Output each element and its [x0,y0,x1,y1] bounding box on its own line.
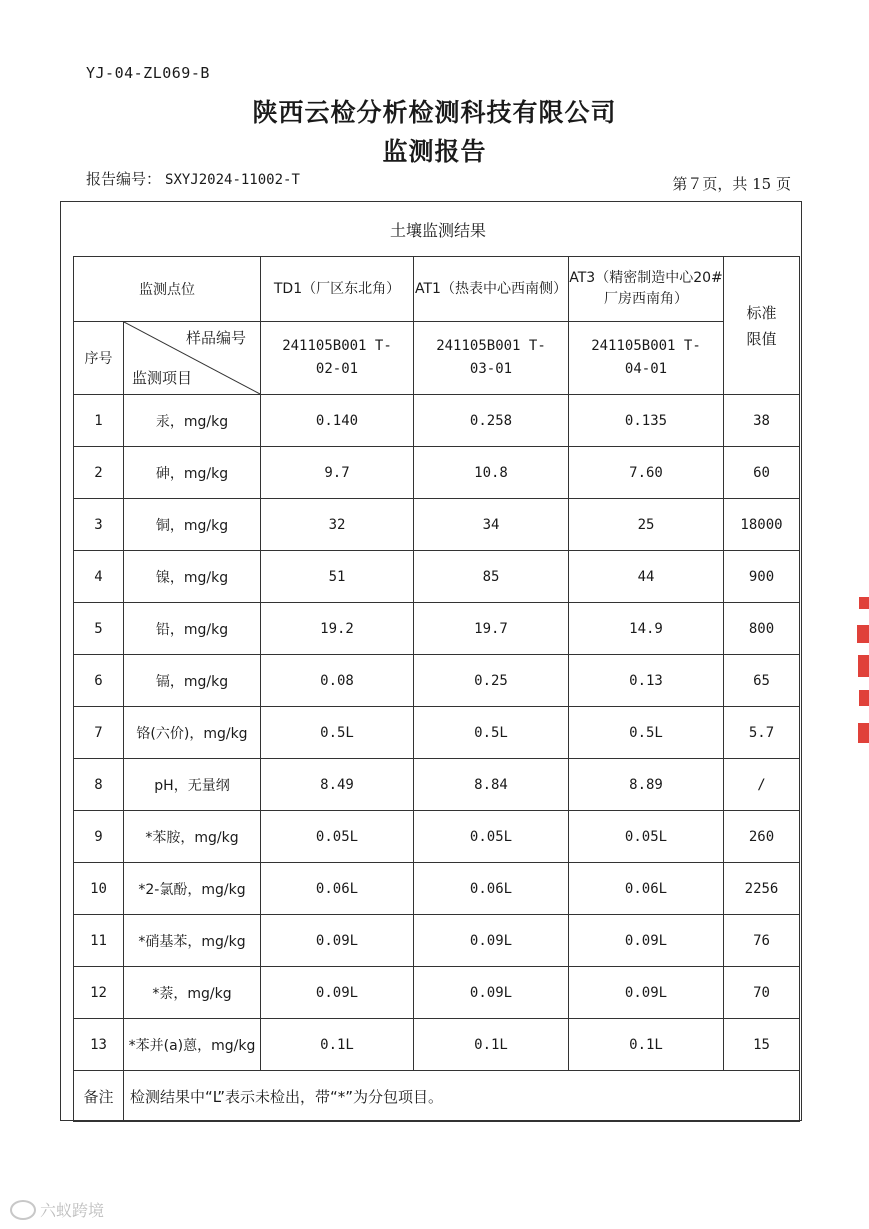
sample-code-text: 241105B001 T-03-01 [436,338,546,377]
row-value-site2: 0.09L [414,915,569,967]
row-item: 砷，mg/kg [124,447,261,499]
diagonal-header-cell [124,322,261,395]
row-value-site2: 8.84 [414,759,569,811]
row-value-site3: 0.13 [569,655,724,707]
row-seq: 9 [74,811,124,863]
table-row [74,759,800,811]
table-row [74,499,800,551]
row-value-site3: 25 [569,499,724,551]
report-number-value: SXYJ2024-11002-T [165,172,300,188]
row-value-site3: 0.135 [569,395,724,447]
row-item: 铬(六价)，mg/kg [124,707,261,759]
row-standard: 5.7 [724,707,800,759]
row-item: 镍，mg/kg [124,551,261,603]
row-value-site2: 34 [414,499,569,551]
row-value-site1: 0.5L [261,707,414,759]
row-value-site1: 0.09L [261,967,414,1019]
remark-text: 检测结果中“L”表示未检出，带“*”为分包项目。 [124,1071,800,1122]
row-seq: 7 [74,707,124,759]
row-value-site1: 0.09L [261,915,414,967]
row-seq: 6 [74,655,124,707]
row-value-site3: 44 [569,551,724,603]
remark-row [74,1071,800,1122]
row-seq: 5 [74,603,124,655]
row-standard: 15 [724,1019,800,1071]
row-item: *苯并(a)蒽，mg/kg [124,1019,261,1071]
sample-code [569,322,724,395]
row-standard: 2256 [724,863,800,915]
row-item: *苯胺，mg/kg [124,811,261,863]
table-row [74,551,800,603]
report-number-label: 报告编号： [86,170,162,188]
row-item: pH，无量纲 [124,759,261,811]
page-indicator: 第７页，共 15 页 [672,175,791,193]
row-value-site1: 0.05L [261,811,414,863]
row-standard: 65 [724,655,800,707]
row-value-site2: 0.1L [414,1019,569,1071]
sample-code-text: 241105B001 T-02-01 [282,338,392,377]
row-seq: 3 [74,499,124,551]
row-item: *2-氯酚，mg/kg [124,863,261,915]
row-value-site1: 0.08 [261,655,414,707]
row-value-site3: 8.89 [569,759,724,811]
soil-results-table [73,256,800,1122]
standard-header [724,257,800,395]
table-row [74,447,800,499]
row-standard: 60 [724,447,800,499]
row-value-site2: 0.5L [414,707,569,759]
table-row [74,863,800,915]
sample-code [261,322,414,395]
standard-header-label: 标准限值 [746,303,777,348]
row-value-site3: 7.60 [569,447,724,499]
sample-no-header: 样品编号 [185,329,246,347]
document-code: YJ-04-ZL069-B [86,64,210,82]
data-rows [74,395,800,1071]
row-value-site1: 0.06L [261,863,414,915]
site-header: 监测点位 [74,257,261,322]
watermark-text: 六蚁跨境 [40,1201,105,1220]
sample-code-text: 241105B001 T-04-01 [591,338,701,377]
row-value-site3: 0.09L [569,967,724,1019]
report-title: 监测报告 [382,137,487,166]
row-standard: 800 [724,603,800,655]
table-row [74,395,800,447]
row-standard: 76 [724,915,800,967]
row-standard: 900 [724,551,800,603]
table-row [74,1019,800,1071]
row-seq: 11 [74,915,124,967]
watermark-logo-icon [10,1200,36,1220]
row-value-site1: 32 [261,499,414,551]
row-value-site2: 0.09L [414,967,569,1019]
row-value-site3: 0.09L [569,915,724,967]
row-seq: 2 [74,447,124,499]
row-value-site1: 8.49 [261,759,414,811]
table-row [74,915,800,967]
row-seq: 12 [74,967,124,1019]
watermark [10,1198,104,1221]
row-value-site1: 19.2 [261,603,414,655]
site-name: AT3（精密制造中心20#厂房西南角） [569,257,724,322]
row-item: *萘，mg/kg [124,967,261,1019]
row-seq: 4 [74,551,124,603]
row-standard: / [724,759,800,811]
row-value-site2: 0.05L [414,811,569,863]
row-value-site2: 0.258 [414,395,569,447]
table-title: 土壤监测结果 [389,220,486,240]
header-row-sites [74,257,800,322]
row-value-site1: 9.7 [261,447,414,499]
row-value-site3: 0.1L [569,1019,724,1071]
row-value-site3: 0.05L [569,811,724,863]
table-row [74,811,800,863]
row-seq: 1 [74,395,124,447]
table-row [74,707,800,759]
row-standard: 18000 [724,499,800,551]
row-item: 汞，mg/kg [124,395,261,447]
site-name: TD1（厂区东北角） [261,257,414,322]
row-value-site1: 0.140 [261,395,414,447]
row-value-site3: 0.06L [569,863,724,915]
row-value-site2: 85 [414,551,569,603]
row-item: *硝基苯，mg/kg [124,915,261,967]
row-seq: 10 [74,863,124,915]
seal-fragment-icon [855,595,869,755]
row-value-site2: 10.8 [414,447,569,499]
row-item: 铜，mg/kg [124,499,261,551]
row-item: 镉，mg/kg [124,655,261,707]
site-name: AT1（热表中心西南侧） [414,257,569,322]
row-standard: 38 [724,395,800,447]
item-header: 监测项目 [132,369,193,387]
table-row [74,655,800,707]
report-number [86,168,300,189]
row-value-site1: 51 [261,551,414,603]
seq-header: 序号 [74,322,124,395]
row-standard: 70 [724,967,800,1019]
row-seq: 13 [74,1019,124,1071]
row-value-site2: 0.25 [414,655,569,707]
row-value-site3: 14.9 [569,603,724,655]
row-value-site3: 0.5L [569,707,724,759]
row-item: 铅，mg/kg [124,603,261,655]
remark-label: 备注 [74,1071,124,1122]
row-seq: 8 [74,759,124,811]
table-row [74,967,800,1019]
company-name: 陕西云检分析检测科技有限公司 [252,98,617,127]
table-row [74,603,800,655]
row-value-site1: 0.1L [261,1019,414,1071]
row-value-site2: 19.7 [414,603,569,655]
row-value-site2: 0.06L [414,863,569,915]
row-standard: 260 [724,811,800,863]
header-row-samples [74,322,800,395]
sample-code [414,322,569,395]
